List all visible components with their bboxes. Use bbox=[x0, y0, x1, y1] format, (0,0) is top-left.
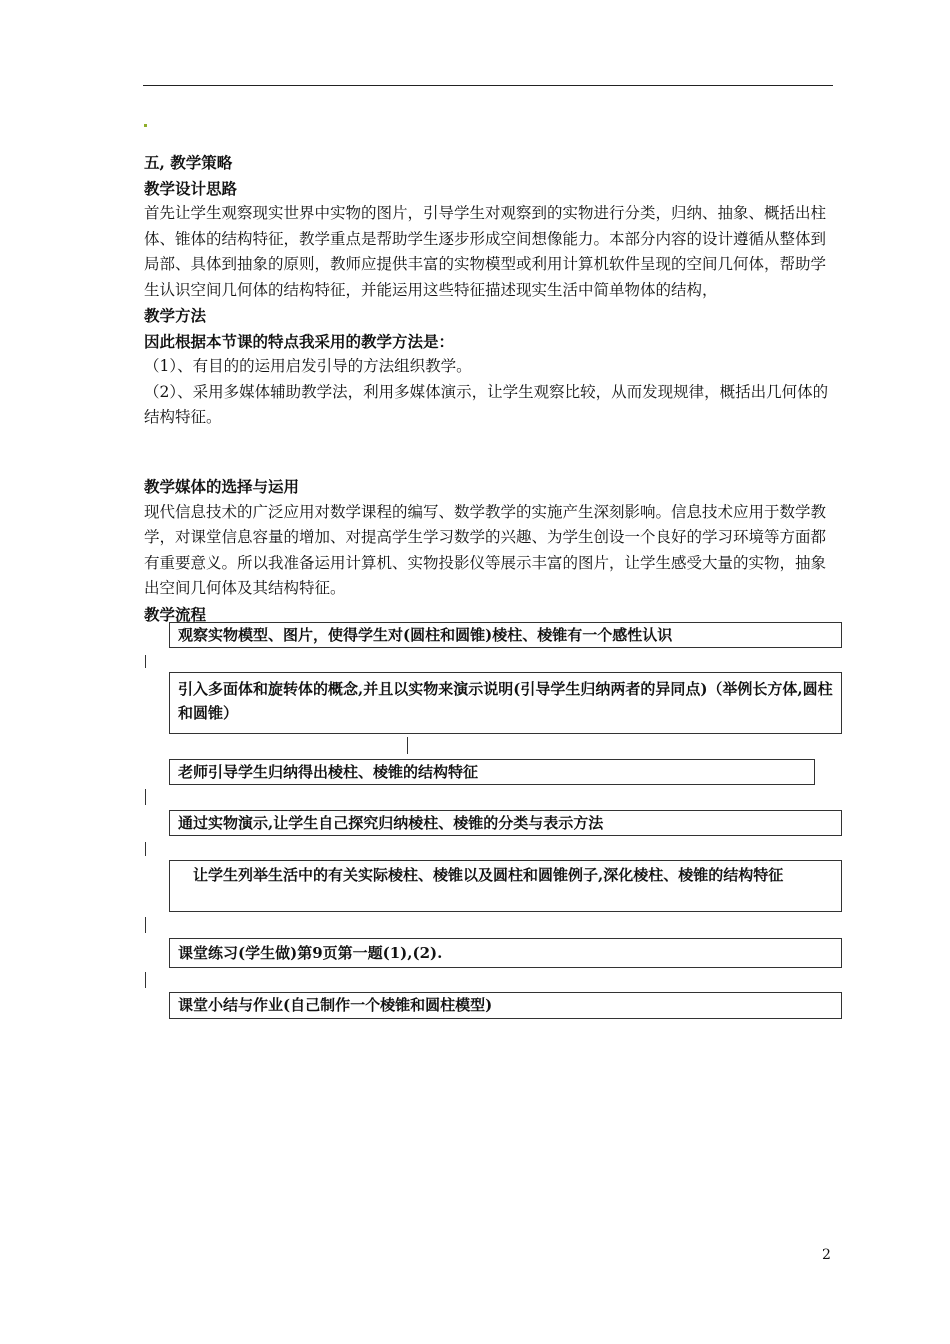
media-body: 现代信息技术的广泛应用对数学课程的编写、数学教学的实施产生深刻影响。信息技术应用于数学教学，对课堂信息容量的增加、对提高学生学习数学的兴趣、为学生创设一个良好的学习环境等方面都有重要意义。所以我准备运用计算机、实物投影仪等展示丰富的图片，让学生感受大量的实物，抽象出空间几何体及其结构特征。 bbox=[144, 502, 827, 597]
flow-step-1 bbox=[169, 622, 842, 648]
flow-connector bbox=[145, 972, 146, 988]
flow-step-6 bbox=[169, 938, 842, 968]
flow-connector bbox=[145, 842, 146, 856]
header-rule bbox=[143, 85, 833, 86]
methods-intro: 因此根据本节课的特点我采用的教学方法是： bbox=[144, 331, 455, 351]
flow-step-3 bbox=[169, 759, 815, 785]
flow-step-1-text: 观察实物模型、图片，使得学生对(圆柱和圆锥)棱柱、棱锥有一个感性认识 bbox=[178, 626, 673, 644]
methods-item-2: （2）、采用多媒体辅助教学法，利用多媒体演示，让学生观察比较，从而发现规律，概括出几何体的结构特征。 bbox=[144, 382, 829, 426]
flow-step-4-text: 通过实物演示,让学生自己探究归纳棱柱、棱锥的分类与表示方法 bbox=[178, 814, 604, 832]
flow-connector bbox=[145, 789, 146, 805]
flow-step-3-text: 老师引导学生归纳得出棱柱、棱锥的结构特征 bbox=[178, 763, 479, 781]
flow-step-7-text: 课堂小结与作业(自己制作一个棱锥和圆柱模型) bbox=[178, 996, 493, 1014]
flow-step-5-text: 让学生列举生活中的有关实际棱柱、棱锥以及圆柱和圆锥例子,深化棱柱、棱锥的结构特征 bbox=[178, 866, 784, 884]
flow-step-2-text: 引入多面体和旋转体的概念,并且以实物来演示说明(引导学生归纳两者的异同点)（举例长方体,圆柱和圆锥） bbox=[178, 680, 833, 722]
flow-step-6-text: 课堂练习(学生做)第9页第一题(1),(2). bbox=[178, 944, 443, 962]
main-text bbox=[144, 150, 836, 431]
flow-step-2 bbox=[169, 672, 842, 734]
flow-connector bbox=[145, 917, 146, 933]
design-body: 首先让学生观察现实世界中实物的图片，引导学生对观察到的实物进行分类，归纳、抽象、概括出柱体、锥体的结构特征，教学重点是帮助学生逐步形成空间想像能力。本部分内容的设计遵循从整体到局部、具体到抽象的原则，教师应提供丰富的实物模型或利用计算机软件呈现的空间几何体，帮助学生认识空间几何体的结构特征，并能运用这些特征描述现实生活中简单物体的结构， bbox=[144, 204, 827, 299]
flow-step-7 bbox=[169, 992, 842, 1019]
methods-item-1: （1）、有目的的运用启发引导的方法组织教学。 bbox=[144, 357, 472, 375]
design-heading: 教学设计思路 bbox=[144, 178, 238, 198]
methods-heading: 教学方法 bbox=[144, 306, 207, 325]
flow-connector bbox=[145, 655, 146, 668]
decorative-dot bbox=[144, 124, 147, 127]
flow-connector bbox=[407, 737, 408, 754]
flow-heading: 教学流程 bbox=[144, 604, 207, 624]
flow-step-5 bbox=[169, 860, 842, 912]
page-number: 2 bbox=[822, 1247, 831, 1263]
section-title: 五, 教学策略 bbox=[144, 153, 233, 172]
flow-step-4 bbox=[169, 810, 842, 836]
media-heading: 教学媒体的选择与运用 bbox=[144, 477, 300, 496]
media-section bbox=[144, 474, 836, 627]
